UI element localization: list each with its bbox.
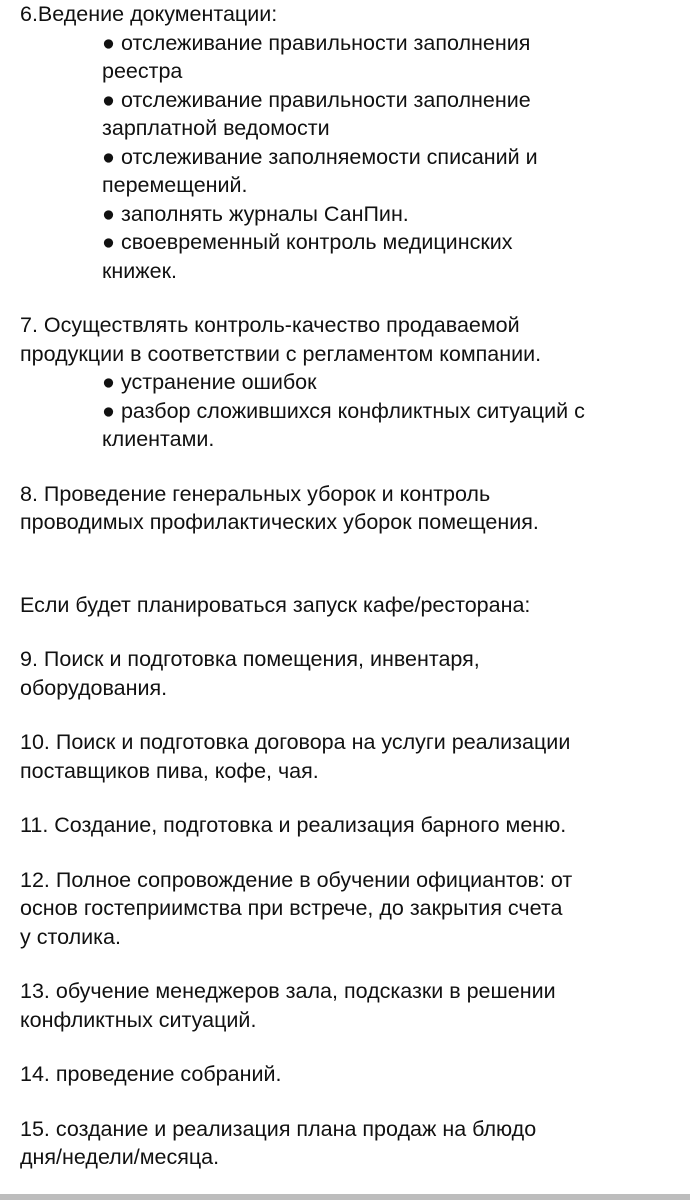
section-6-bullet-list: [20, 29, 680, 286]
section-11-line-1: 11. Создание, подготовка и реализация барного меню.: [20, 813, 567, 837]
section-6-bullet-2: ● отслеживание правильности заполнение зарплатной ведомости: [102, 87, 531, 140]
section-10-line-2: поставщиков пива, кофе, чая.: [20, 758, 319, 783]
section-7-bullet-list: [20, 368, 680, 454]
section-6-bullet-5: ● своевременный контроль медицинских книжек.: [102, 230, 513, 283]
section-14: [20, 1060, 680, 1089]
spacer: [20, 840, 680, 866]
section-13-line-2: конфликтных ситуаций.: [20, 1007, 257, 1032]
spacer: [20, 619, 680, 645]
section-12-line-2: основ гостеприимства при встрече, до закрытия счета: [20, 896, 563, 920]
spacer: [20, 1034, 680, 1060]
cafe-intro: Если будет планироваться запуск кафе/ресторана:: [20, 592, 531, 617]
section-15-line-2: дня/недели/месяца.: [20, 1145, 220, 1169]
section-12-line-3: у столика.: [20, 924, 121, 949]
section-7-bullet-1: ● устранение ошибок: [102, 370, 317, 394]
section-12: [20, 866, 680, 952]
document-body: [20, 0, 680, 1172]
section-6-bullet-3: ● отслеживание заполняемости списаний и перемещений.: [102, 144, 538, 197]
spacer: [20, 702, 680, 728]
spacer: [20, 454, 680, 480]
section-13-line-1: 13. обучение менеджеров зала, подсказки в решении: [20, 979, 556, 1003]
section-11: [20, 811, 680, 840]
section-8-line-1: 8. Проведение генеральных уборок и контроль: [20, 481, 491, 506]
section-10: [20, 728, 680, 785]
section-10-line-1: 10. Поиск и подготовка договора на услуги реализации: [20, 730, 571, 754]
section-7-line-2: продукции в соответствии с регламентом компании.: [20, 341, 542, 366]
spacer: [20, 1089, 680, 1115]
section-9-line-2: оборудования.: [20, 675, 168, 700]
section-13: [20, 977, 680, 1034]
section-15-line-1: 15. создание и реализация плана продаж на блюдо: [20, 1116, 537, 1141]
spacer: [20, 285, 680, 311]
section-9-line-1: 9. Поиск и подготовка помещения, инвентаря,: [20, 647, 480, 671]
bottom-divider: [0, 1194, 690, 1200]
section-7-line-1: 7. Осуществлять контроль-качество продаваемой: [20, 313, 520, 337]
section-7-bullet-2: ● разбор сложившихся конфликтных ситуаций с клиентами.: [102, 398, 585, 451]
section-12-line-1: 12. Полное сопровождение в обучении официантов: от: [20, 867, 573, 892]
section-9: [20, 645, 680, 702]
section-6-bullet-4: ● заполнять журналы СанПин.: [102, 201, 409, 226]
section-8: [20, 480, 680, 537]
spacer: [20, 537, 680, 591]
section-6-bullet-1: ● отслеживание правильности заполнения реестра: [102, 30, 531, 83]
section-7: [20, 311, 680, 454]
spacer: [20, 951, 680, 977]
section-6-heading: 6.Ведение документации:: [20, 2, 278, 26]
section-8-line-2: проводимых профилактических уборок помещения.: [20, 510, 539, 534]
spacer: [20, 785, 680, 811]
section-14-line-1: 14. проведение собраний.: [20, 1062, 282, 1086]
section-15: [20, 1115, 680, 1172]
